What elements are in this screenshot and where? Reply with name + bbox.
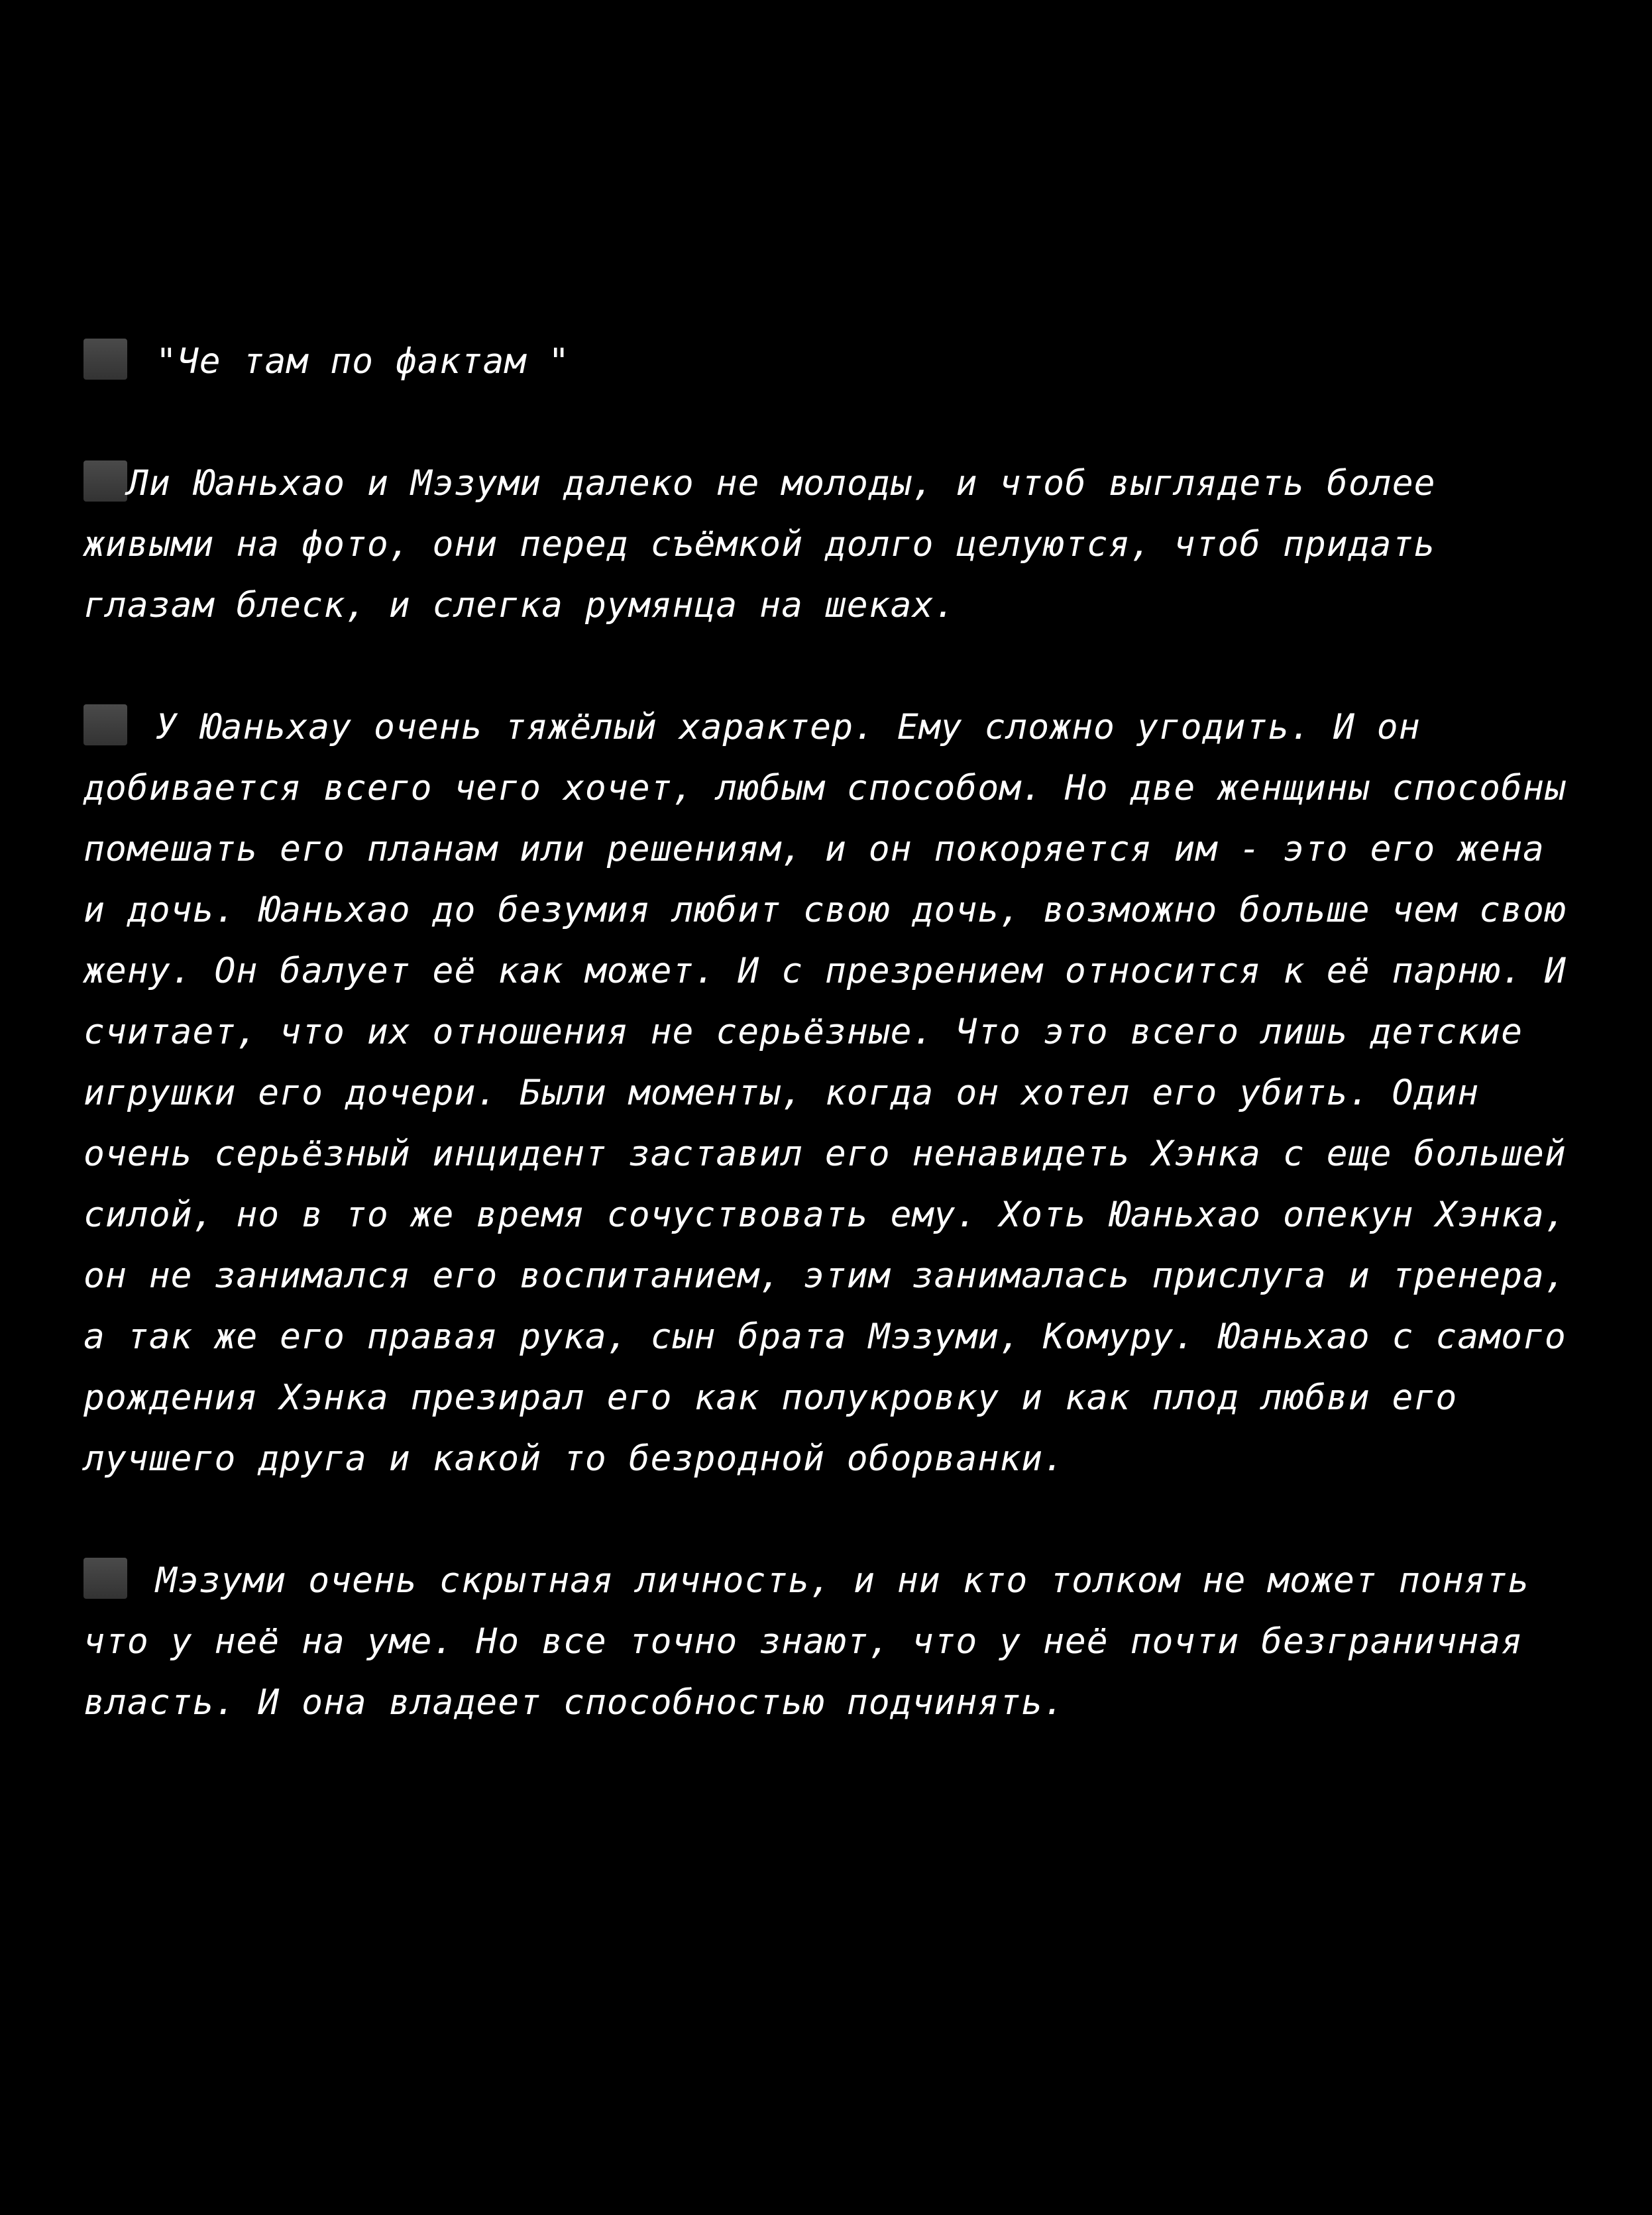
black-square-icon [83,339,127,380]
paragraph-mezumi [83,1550,1568,1733]
black-square-icon [83,460,127,502]
paragraph-gap [83,1489,1568,1550]
paragraph-gap [83,392,1568,453]
paragraph-photo [83,453,1568,636]
paragraph-mezumi-text: Мэзуми очень скрытная личность, и ни кто толком не может понять что у неё на уме. Но все точно знают, что у неё почти безграничная власть. И она владеет способностью подчинять. [83,1560,1530,1723]
paragraph-character [83,697,1568,1489]
paragraph-gap [83,636,1568,697]
paragraph-photo-text: Ли Юаньхао и Мэзуми далеко не молоды, и чтоб выглядеть более живыми на фото, они перед съёмкой долго целуются, чтоб придать глазам блеск, и слегка румянца на шеках. [83,463,1436,625]
document-body [83,331,1568,1733]
heading-line [83,331,1568,392]
heading-text: "Че там по фактам " [155,341,571,382]
black-square-icon [83,1558,127,1599]
black-square-icon [83,704,127,745]
paragraph-character-text: У Юаньхау очень тяжёлый характер. Ему сложно угодить. И он добивается всего чего хочет, любым способом. Но две женщины способны помешать его планам или решениям, и он покоряется им - это его жена и дочь. Юаньхао до безумия любит свою дочь, возможно больше чем свою жену. Он балует её как может. И с презрением относится к её парню. И считает, что их отношения не серьёзные. Что это всего лишь детские игрушки его дочери. Были моменты, когда он хотел его убить. Один очень серьёзный инцидент заставил его ненавидеть Хэнка с еще большей силой, но в то же время сочуствовать ему. Хоть Юаньхао опекун Хэнка, он не занимался его воспитанием, этим занималась прислуга и тренера, а так же его правая рука, сын брата Мэзуми, Комуру. Юаньхао с самого рождения Хэнка презирал его как полукровку и как плод любви его лучшего друга и какой то безродной оборванки. [83,707,1567,1479]
